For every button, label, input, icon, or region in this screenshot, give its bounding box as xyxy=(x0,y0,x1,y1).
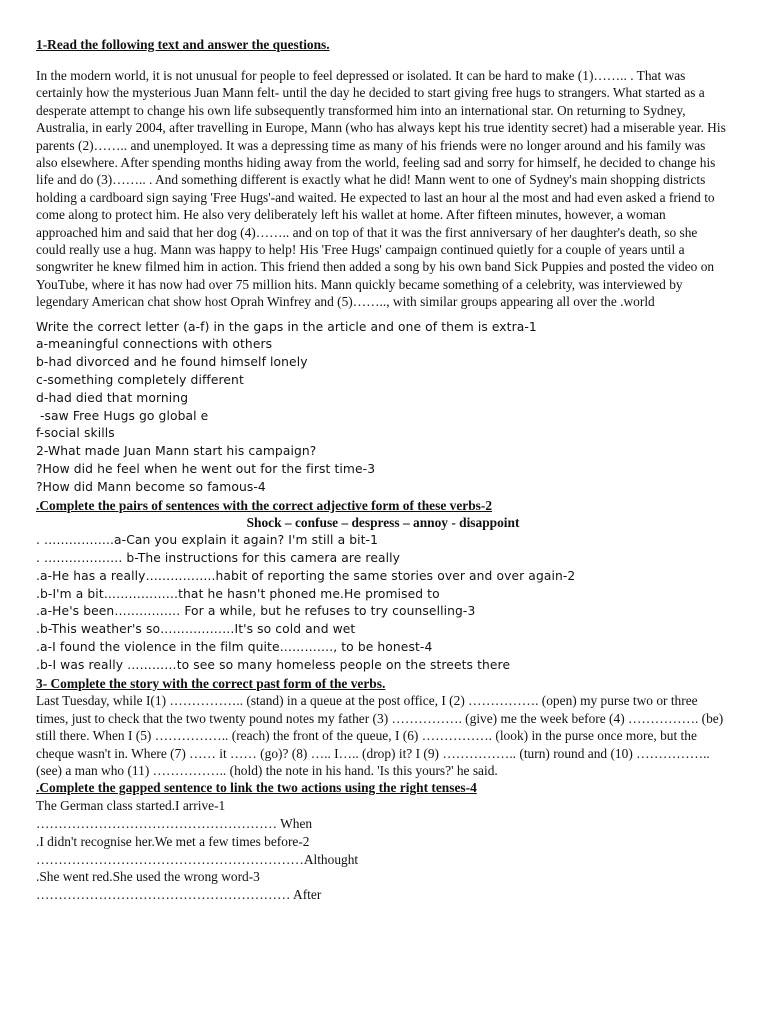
link-sentence-1: The German class started.I arrive-1 xyxy=(36,798,226,814)
option-a: a-meaningful connections with others xyxy=(36,337,273,352)
answer-line-2: ……………………………………………………Althought xyxy=(36,851,359,867)
pair-4a: .a-I found the violence in the film quite…………., to be honest-4 xyxy=(36,640,433,655)
pair-1b: . ………………. b-The instructions for this camera are really xyxy=(36,551,401,566)
pair-2a: .a-He has a really……………..habit of reporting the same stories over and over again-2 xyxy=(36,568,576,583)
gap-instruction: Write the correct letter (a-f) in the gaps in the article and one of them is extra-1 xyxy=(36,319,537,334)
pair-3b: .b-This weather's so………………It's so cold and wet xyxy=(36,622,356,637)
question-3: ?How did he feel when he went out for the first time-3 xyxy=(36,462,376,477)
section4-heading: .Complete the gapped sentence to link the two actions using the right tenses-4 xyxy=(36,780,477,796)
pair-4b: .b-I was really …………to see so many homeless people on the streets there xyxy=(36,657,511,672)
reading-passage: In the modern world, it is not unusual for people to feel depressed or isolated. It can be hard to make (1)…….. . That was certainly how the mysterious Juan Mann felt- until the day he decided to start giving free hugs to strangers. What started as a desperate attempt to change his own life subsequently transformed him into an international star. On returning to Sydney, Australia, in early 2004, after travelling in Europe, Mann (who has always kept his true identity secret) had a miserable year. His parents (2)…….. and unemployed. It was a depressing time as many of his friends were no longer around and his family was also elsewhere. After spending months hiding away from the world, feeling sad and sorry for himself, he decided to change his life and do (3)…….. . And something different is exactly what he did! Mann went to one of Sydney's main shopping districts holding a cardboard sign saying 'Free Hugs'-and waited. He expected to last an hour al the most and had even asked a friend to come along to protect him. He also very deliberately left his wallet at home. After fifteen minutes, however, a woman approached him and said that her dog (4)…….. and on top of that it was the first anniversary of her daughter's death, so she could really use a hug. Mann was happy to help! His 'Free Hugs' campaign continued quietly for a couple of years until a songwriter he knew filmed him in action. This friend then added a song by his own band Sick Puppies and posted the video on YouTube, where it has now had over 75 million hits. Mann quickly became something of a celebrity, was interviewed by legendary American chat show host Oprah Winfrey and (5)…….., with similar groups appearing all over the .world xyxy=(36,68,726,310)
answer-line-1: ……………………………………………… When xyxy=(36,816,313,832)
answer-line-3: ………………………………………………… After xyxy=(36,887,322,903)
question-2: 2-What made Juan Mann start his campaign? xyxy=(36,444,317,459)
option-f: f-social skills xyxy=(36,426,115,441)
section1-exercises xyxy=(36,319,730,497)
question-4: ?How did Mann become so famous-4 xyxy=(36,479,266,494)
section3 xyxy=(36,675,730,780)
pair-3a: .a-He's been……………. For a while, but he refuses to try counselling-3 xyxy=(36,604,476,619)
option-b: b-had divorced and he found himself lonely xyxy=(36,355,308,370)
option-d: d-had died that morning xyxy=(36,390,189,405)
section3-heading: 3- Complete the story with the correct past form of the verbs. xyxy=(36,675,386,691)
pair-1a: . ……………..a-Can you explain it again? I'm still a bit-1 xyxy=(36,533,379,548)
link-sentence-2: .I didn't recognise her.We met a few times before-2 xyxy=(36,833,310,849)
section4 xyxy=(36,779,730,904)
link-sentence-3: .She went red.She used the wrong word-3 xyxy=(36,869,260,885)
option-c: c-something completely different xyxy=(36,373,244,388)
section2-heading: .Complete the pairs of sentences with the correct adjective form of these verbs-2 xyxy=(36,497,493,513)
section2 xyxy=(36,497,730,675)
verb-list: Shock – confuse – despress – annoy - disappoint xyxy=(246,515,520,531)
story-text: Last Tuesday, while I(1) …………….. (stand) in a queue at the post office, I (2) ……………. (open) my purse two or three times, just to check that the two twenty pound notes my father (3) ……………. (give) me the week before (4) ……………. (be) still there. When I (5) …………….. (reach) the front of the queue, I (6) ……………. (look) in the purse once more, but the cheque wasn't in. Where (7) …… it …… (go)? (8) ….. I….. (drop) it? I (9) …………….. (turn) round and (10) …………….. (see) a man who (11) …………….. (hold) the note in his hand. 'Is this yours?' he said. xyxy=(36,693,724,779)
option-e: -saw Free Hugs go global e xyxy=(40,408,209,423)
pair-2b: .b-I'm a bit………………that he hasn't phoned me.He promised to xyxy=(36,586,440,601)
section1-heading: 1-Read the following text and answer the questions. xyxy=(36,37,330,52)
